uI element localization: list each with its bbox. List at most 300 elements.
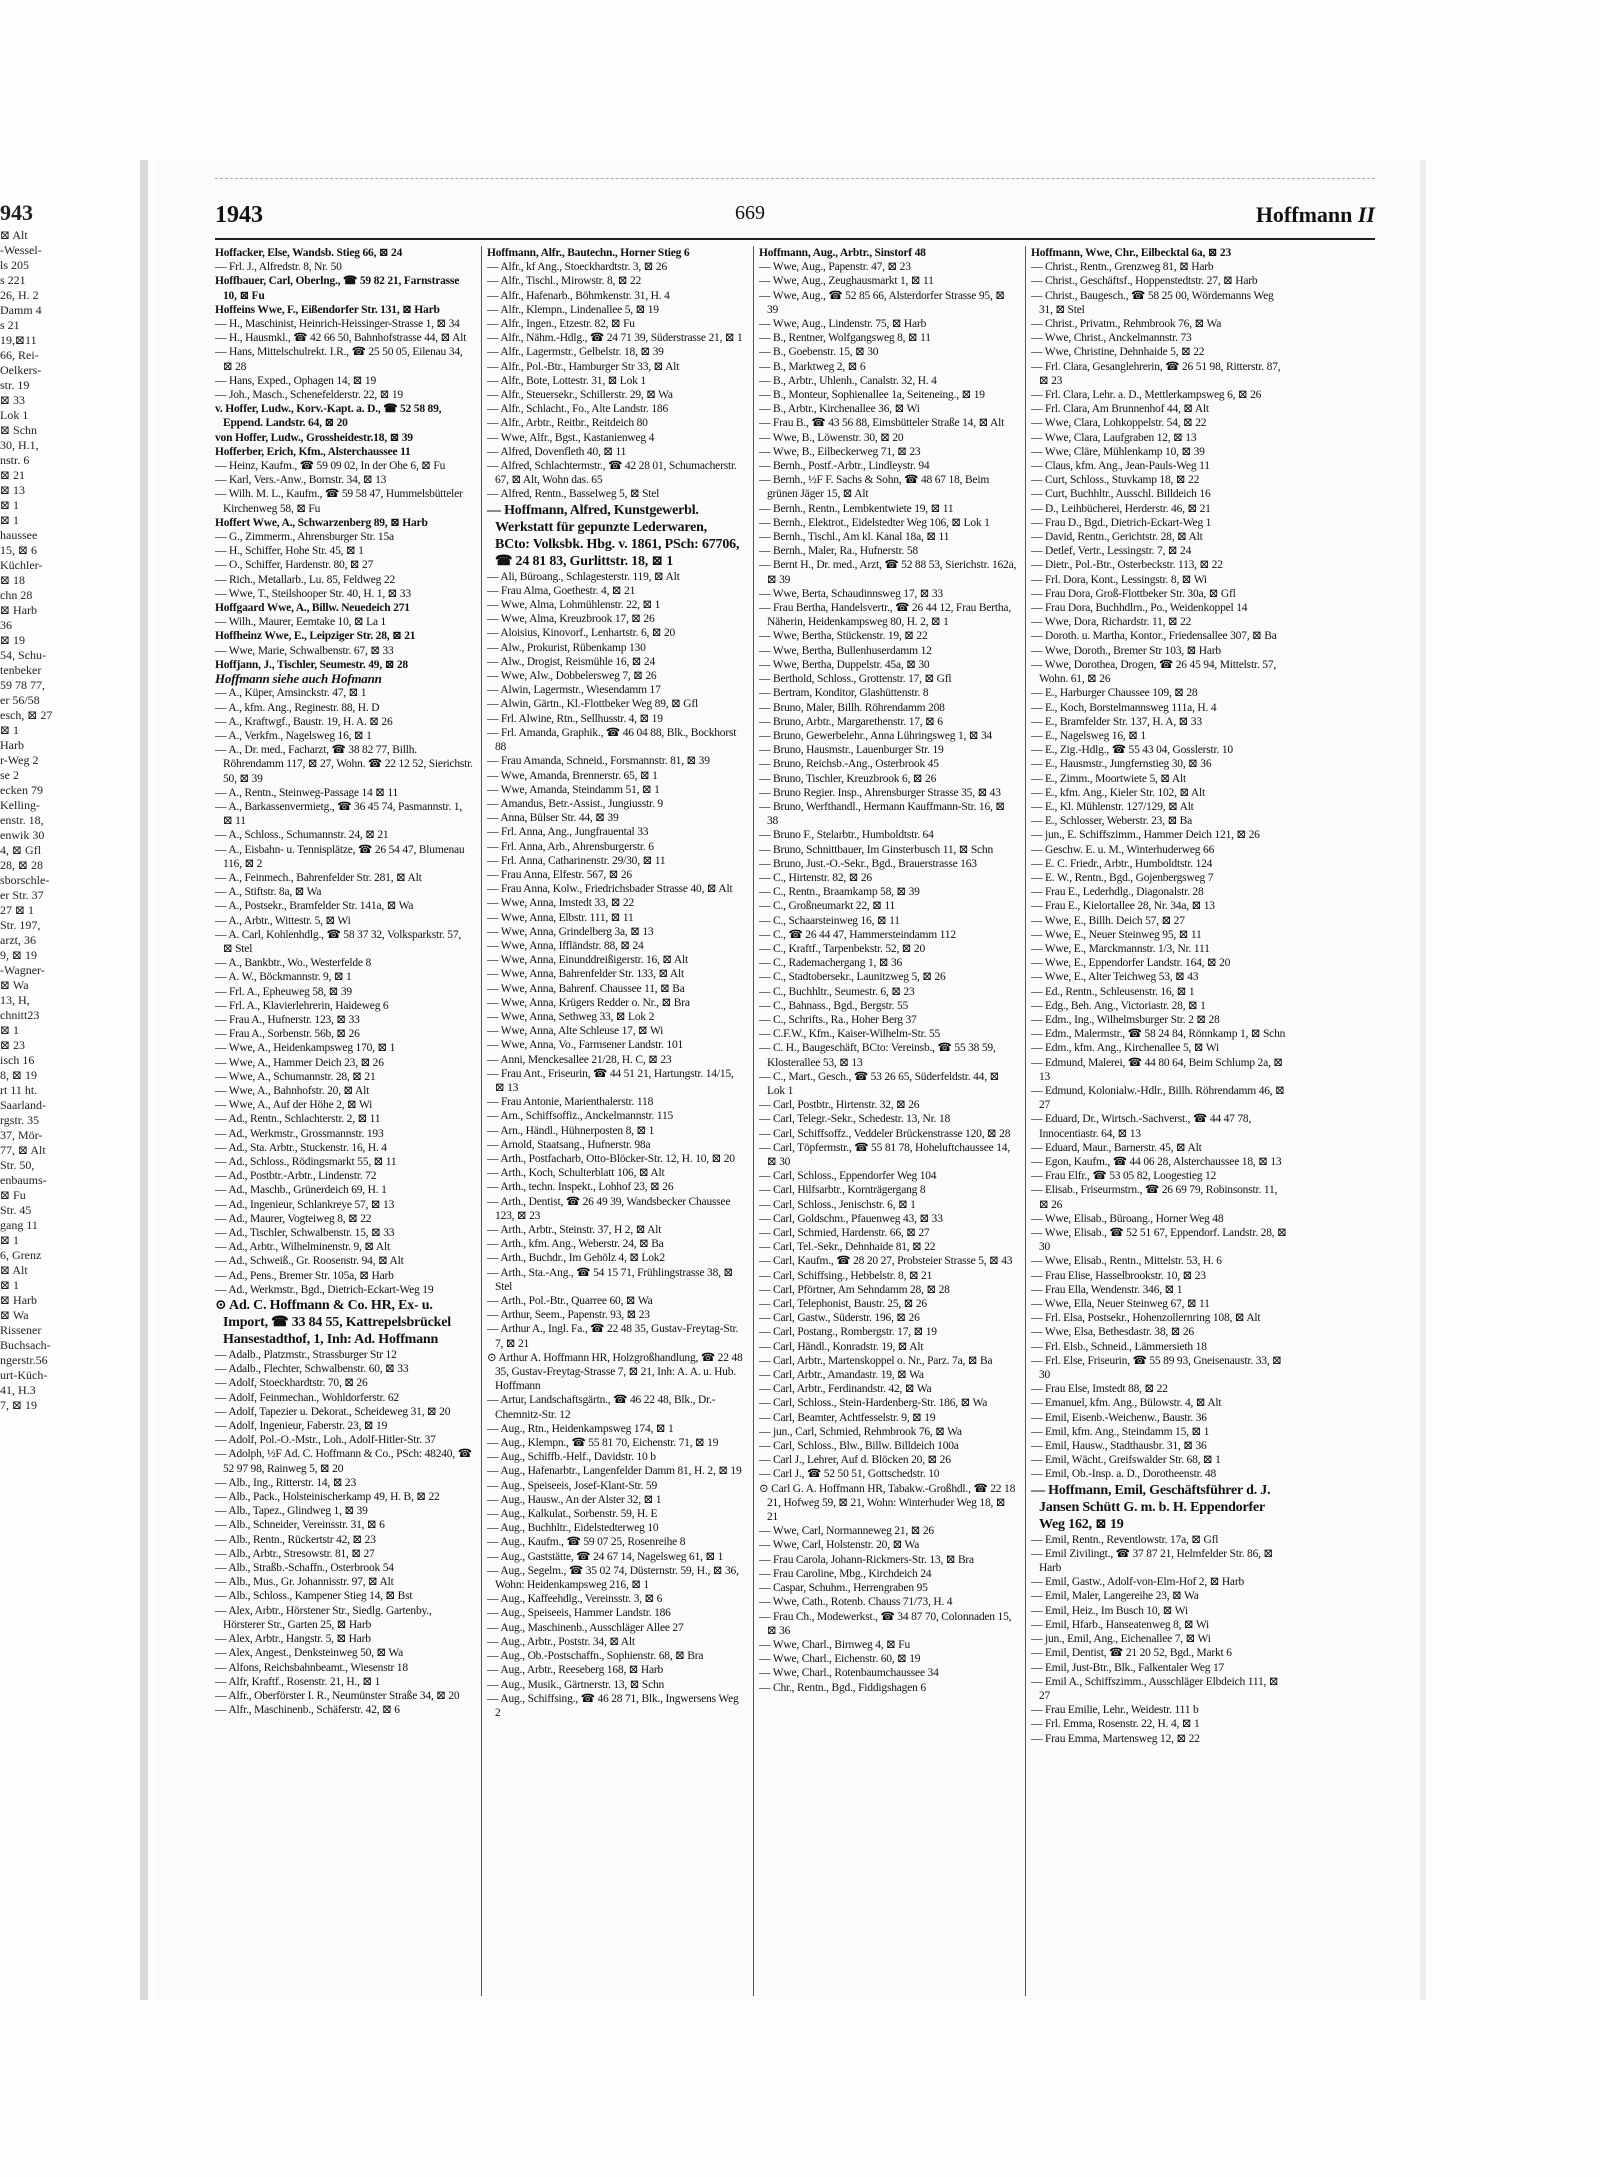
directory-entry: — Alfons, Reichsbahnbeamt., Wiesenstr 18 [215,1661,408,1674]
directory-entry: — Carl, Händl., Konradstr. 19, ⊠ Alt [759,1340,924,1353]
left-page-fragment: ⊠ 33 [0,393,26,407]
column-divider [1025,246,1026,1996]
directory-entry: — Alex, Arbtr., Hörstener Str., Siedlg. Gartenby., Hörsterer Str., Garten 25, ⊠ Harb [215,1604,432,1631]
directory-entry: — Aug., Ob.-Postschaffn., Sophienstr. 68, ⊠ Bra [487,1650,704,1663]
directory-entry: — Carl, Goldschm., Pfauenweg 43, ⊠ 33 [759,1212,943,1225]
directory-entry: — Alex, Arbtr., Hangstr. 5, ⊠ Harb [215,1633,371,1646]
directory-entry: — Frl. Anna, Arb., Ahrensburgerstr. 6 [487,840,654,853]
directory-entry: — Adolph, ½F Ad. C. Hoffmann & Co., PSch: 48240, ☎ 52 97 98, Rainweg 5, ⊠ 20 [215,1448,472,1475]
directory-entry: — Wwe, Anna, Alte Schleuse 17, ⊠ Wi [487,1025,664,1038]
directory-entry: — Wwe, Anna, Elbstr. 111, ⊠ 11 [487,911,634,924]
directory-entry: — Alb., Schneider, Vereinsstr. 31, ⊠ 6 [215,1519,385,1532]
directory-entry: — H., Hausmkl., ☎ 42 66 50, Bahnhofstrasse 44, ⊠ Alt [215,332,467,345]
directory-entry: — Alex, Angest., Denksteinweg 50, ⊠ Wa [215,1647,404,1660]
directory-entry: — Frl. Emma, Rosenstr. 22, H. 4, ⊠ 1 [1031,1718,1200,1731]
directory-entry: — Wwe, Christ., Anckelmannstr. 73 [1031,332,1192,345]
left-page-fragment: 59 78 77, [0,678,45,692]
directory-entry: — Alfred, Dovenfleth 40, ⊠ 11 [487,445,627,458]
directory-entry: — Wwe, Amanda, Brennerstr. 65, ⊠ 1 [487,769,658,782]
directory-entry: — Wwe, Anna, Bahrenf. Chaussee 11, ⊠ Ba [487,982,685,995]
directory-entry: — E., kfm. Ang., Kieler Str. 102, ⊠ Alt [1031,786,1206,799]
directory-entry: — Emil, Ob.-Insp. a. D., Dorotheenstr. 48 [1031,1468,1217,1481]
left-page-fragment: 15, ⊠ 6 [0,543,38,557]
directory-entry: — B., Monteur, Sophienallee 1a, Seiteneing., ⊠ 19 [759,389,985,402]
directory-entry: — Aug., Hafenarbtr., Langenfelder Damm 81, H. 2, ⊠ 19 [487,1465,742,1478]
directory-entry: — jun., Emil, Ang., Eichenallee 7, ⊠ Wi [1031,1633,1211,1646]
left-page-fragment: 13, H, [0,993,30,1007]
directory-entry: — Wwe, Carl, Holstenstr. 20, ⊠ Wa [759,1539,920,1552]
directory-entry: — Bernh., Maler, Ra., Hufnerstr. 58 [759,545,918,558]
directory-entry: — Alfr., Bote, Lottestr. 31, ⊠ Lok 1 [487,374,646,387]
directory-entry: — Emanuel, kfm. Ang., Bülowstr. 4, ⊠ Alt [1031,1397,1222,1410]
left-page-fragment: 30, H.1, [0,438,39,452]
directory-entry: — Alfr., Steuersekr., Schillerstr. 29, ⊠ Wa [487,389,673,402]
directory-entry: — Wwe, E., Alter Teichweg 53, ⊠ 43 [1031,971,1199,984]
directory-entry: — Wwe, Cath., Rotenb. Chauss 71/73, H. 4 [759,1596,953,1609]
directory-entry: Hoffmann, Aug., Arbtr., Sinstorf 48 [759,247,926,259]
column-divider [753,246,754,1996]
directory-entry: — Curt, Schloss., Stuvkamp 18, ⊠ 22 [1031,474,1200,487]
directory-entry: — E., Zimm., Moortwiete 5, ⊠ Alt [1031,772,1186,785]
directory-entry: — Ad., Schweiß., Gr. Roosenstr. 94, ⊠ Alt [215,1255,404,1268]
directory-entry: — Chr., Rentn., Bgd., Fiddigshagen 6 [759,1681,926,1694]
directory-entry: Hoffmann, Alfr., Bautechn., Horner Stieg 6 [487,247,690,259]
directory-entry: — Alfr., kf Ang., Stoeckhardtstr. 3, ⊠ 26 [487,261,667,274]
directory-entry: — Emil Zivilingt., ☎ 37 87 21, Helmfelder Str. 86, ⊠ Harb [1031,1547,1273,1575]
directory-entry: — Carl, Tel.-Sekr., Dehnhaide 81, ⊠ 22 [759,1241,936,1254]
left-page-fragment: ⊠ 1 [0,498,20,512]
directory-entry: — Anni, Menckesallee 21/28, H. C, ⊠ 23 [487,1053,672,1066]
directory-entry: — Wwe, Clara, Laufgraben 12, ⊠ 13 [1031,431,1197,444]
directory-entry: — Arn., Schiffsoffiz., Anckelmannstr. 115 [487,1110,674,1123]
directory-entry: — Arthur, Seem., Papenstr. 93, ⊠ 23 [487,1309,650,1322]
left-page-fragment: ⊠ 1 [0,513,20,527]
left-page-fragment: 36 [0,618,12,632]
directory-entry: — E. C. Friedr., Arbtr., Humboldtstr. 124 [1031,857,1213,870]
directory-entry: — Frau Dora, Buchhdlrn., Po., Weidenkoppel 14 [1031,602,1248,615]
directory-entry: — Carl, Postang., Rombergstr. 17, ⊠ 19 [759,1326,937,1339]
directory-entry: — A., Bankbtr., Wo., Westerfelde 8 [215,957,372,970]
directory-entry: — Geschw. E. u. M., Winterhuderweg 66 [1031,843,1215,856]
header-running-title [1256,202,1375,228]
directory-entry: v. Hoffer, Ludw., Korv.-Kapt. a. D., ☎ 52 58 89, Eppend. Landstr. 64, ⊠ 20 [215,403,442,430]
directory-entry: — A. Carl, Kohlenhdlg., ☎ 58 37 32, Volksparkstr. 57, ⊠ Stel [215,928,462,955]
left-page-fragment: ⊠ Alt [0,228,28,242]
left-page-fragment: ⊠ Alt [0,1263,28,1277]
directory-entry: — C., Kraftf., Tarpenbekstr. 52, ⊠ 20 [759,942,926,955]
directory-entry: — Frau A., Sorbenstr. 56b, ⊠ 26 [215,1028,360,1041]
directory-entry: — Frau Elfr., ☎ 53 05 82, Loogestieg 12 [1031,1170,1217,1183]
directory-entry: — Arth., Sta.-Ang., ☎ 54 15 71, Frühlingstrasse 38, ⊠ Stel [487,1266,733,1293]
directory-entry: — E., Schlosser, Weberstr. 23, ⊠ Ba [1031,815,1193,828]
directory-entry: — Emil, Gastw., Adolf-von-Elm-Hof 2, ⊠ Harb [1031,1576,1245,1589]
left-page-fragment: Saarland- [0,1098,46,1112]
left-page-fragment: ⊠ 18 [0,573,26,587]
directory-entry: — Wwe, Anna, Einunddreißigerstr. 16, ⊠ Alt [487,954,688,967]
directory-entry: Hoffbauer, Carl, Oberlng., ☎ 59 82 21, Farnstrasse 10, ⊠ Fu [215,275,460,302]
directory-entry: — Wwe, Elsa, Bethesdastr. 38, ⊠ 26 [1031,1326,1194,1339]
left-page-fragment: er Str. 37 [0,888,44,902]
left-page-fragment: ⊠ 19 [0,633,26,647]
directory-entry: — Bruno Regier. Insp., Ahrensburger Strasse 35, ⊠ 43 [759,786,1001,799]
directory-entry: — Joh., Masch., Schenefelderstr. 22, ⊠ 19 [215,389,403,402]
directory-entry: — A., Postsekr., Bramfelder Str. 141a, ⊠ Wa [215,900,414,913]
left-page-fragment: 41, H.3 [0,1383,36,1397]
directory-entry: — Hoffmann, Emil, Geschäftsführer d. J. Jansen Schütt G. m. b. H. Eppendorfer Weg 162, ⊠ 19 [1031,1482,1271,1532]
directory-entry: — A., Schloss., Schumannstr. 24, ⊠ 21 [215,829,389,842]
directory-entry: — Carl, Pförtner, Am Sehndamm 28, ⊠ 28 [759,1283,950,1296]
directory-entry: — Bernh., Elektrot., Eidelstedter Weg 106, ⊠ Lok 1 [759,516,990,529]
directory-entry: — Ad., Maschb., Grünerdeich 69, H. 1 [215,1184,387,1197]
directory-entry: — Arth., Pol.-Btr., Quarree 60, ⊠ Wa [487,1295,653,1308]
left-page-fragment: s 221 [0,273,26,287]
directory-entry: — B., Goebenstr. 15, ⊠ 30 [759,346,879,359]
left-page-fragment: s 21 [0,318,20,332]
left-page-fragment: str. 19 [0,378,30,392]
directory-entry: Hoffmann siehe auch Hofmann [215,671,382,687]
directory-entry: — Hans, Exped., Ophagen 14, ⊠ 19 [215,374,377,387]
directory-entry: — Frau Alma, Goethestr. 4, ⊠ 21 [487,584,636,597]
directory-entry: — Aug., Segelm., ☎ 35 02 74, Düsternstr. 59, H., ⊠ 36, Wohn: Heidenkampsweg 216, ⊠ 1 [487,1564,739,1592]
directory-entry: von Hoffer, Ludw., Grossheidestr.18, ⊠ 39 [215,431,413,444]
directory-entry: — Eduard, Dr., Wirtsch.-Sachverst., ☎ 44 47 78, Innocentiastr. 64, ⊠ 13 [1031,1113,1252,1140]
directory-entry: — Wwe, Alfr., Bgst., Kastanienweg 4 [487,431,655,444]
directory-entry: — Alfr., Schlacht., Fo., Alte Landstr. 186 [487,403,669,416]
directory-entry: — Aug., Musik., Gärtnerstr. 13, ⊠ Schn [487,1678,665,1691]
directory-entry: — Adolf, Feinmechan., Wohldorferstr. 62 [215,1391,399,1404]
directory-entry: — Wwe, Alw., Dobbelersweg 7, ⊠ 26 [487,670,657,683]
directory-entry: — Bernh., Postf.-Arbtr., Lindleystr. 94 [759,460,930,473]
directory-entry: — Frl. Clara, Gesanglehrerin, ☎ 26 51 98, Ritterstr. 87, ⊠ 23 [1031,360,1281,387]
directory-entry: — Emil, kfm. Ang., Steindamm 15, ⊠ 1 [1031,1425,1210,1438]
directory-entry: — Alfred, Rentn., Basselweg 5, ⊠ Stel [487,488,660,501]
directory-entry: — Adolf, Tapezier u. Dekorat., Scheideweg 31, ⊠ 20 [215,1405,451,1418]
directory-entry: — Alb., Rentn., Rückertstr 42, ⊠ 23 [215,1533,376,1546]
directory-entry: — Carl, Telephonist, Baustr. 25, ⊠ 26 [759,1298,927,1311]
left-page-fragment: 19,⊠11 [0,333,37,347]
directory-entry: — Emil, Heiz., Im Busch 10, ⊠ Wi [1031,1604,1188,1617]
directory-entry: — C., Schaarsteinweg 16, ⊠ 11 [759,914,900,927]
left-page-fragment: rt 11 ht. [0,1083,38,1097]
directory-entry: — B., Arbtr., Kirchenallee 36, ⊠ Wi [759,403,920,416]
directory-entry: — E., Hausmstr., Jungfernstieg 30, ⊠ 36 [1031,758,1212,771]
directory-entry: — Bernh., Tischl., Am kl. Kanal 18a, ⊠ 11 [759,531,950,544]
directory-entry: — Alb., Mus., Gr. Johannisstr. 97, ⊠ Alt [215,1576,394,1589]
left-page-fragment: sborschle- [0,873,50,887]
directory-entry: — Hans, Mittelschulrekt. I.R., ☎ 25 50 05, Eilenau 34, ⊠ 28 [215,346,463,373]
left-page-fragment: -Wagner- [0,963,45,977]
directory-entry: Hoffheinz Wwe, E., Leipziger Str. 28, ⊠ 21 [215,630,416,643]
directory-entry: — Edm., Ing., Wilhelmsburger Str. 2 ⊠ 28 [1031,1013,1220,1026]
directory-entry: ⊙ Arthur A. Hoffmann HR, Holzgroßhandlung, ☎ 22 48 35, Gustav-Freytag-Strasse 7, ⊠ 21, Inh: A. A. u. Hub. Hoffmann [487,1351,743,1393]
page-edge-shadow [1420,160,1426,2000]
directory-entry: — Bruno, Arbtr., Margarethenstr. 17, ⊠ 6 [759,715,943,728]
directory-entry: — Ad., Pens., Bremer Str. 105a, ⊠ Harb [215,1269,394,1282]
directory-entry: — Christ., Geschäftsf., Hoppenstedtstr. 27, ⊠ Harb [1031,275,1258,288]
directory-entry: — Aug., Kaufm., ☎ 59 07 25, Rosenreihe 8 [487,1536,686,1549]
directory-entry: — Frau Elise, Hasselbrookstr. 10, ⊠ 23 [1031,1269,1206,1282]
directory-entry: — Edg., Beh. Ang., Victoriastr. 28, ⊠ 1 [1031,999,1206,1012]
directory-entry: — Aug., Speiseeis, Hammer Landstr. 186 [487,1607,671,1620]
directory-entry: — Arn., Händl., Hühnerposten 8, ⊠ 1 [487,1124,655,1137]
directory-entry: — Bruno, Schnittbauer, Im Ginsterbusch 11, ⊠ Schn [759,843,994,856]
directory-entry: — A., Rentn., Steinweg-Passage 14 ⊠ 11 [215,786,399,799]
left-page-fragment: esch, ⊠ 27 [0,708,53,722]
directory-entry: — Emil, Wächt., Greifswalder Str. 68, ⊠ 1 [1031,1454,1221,1467]
left-page-fragment: ⊠ Wa [0,978,29,992]
directory-entry: — Frl. Anna, Catharinenstr. 29/30, ⊠ 11 [487,854,666,867]
directory-entry: — Frl. Clara, Lehr. a. D., Mettlerkampsweg 6, ⊠ 26 [1031,389,1262,402]
directory-entry: — A., Barkassenvermietg., ☎ 36 45 74, Pasmannstr. 1, ⊠ 11 [215,800,462,828]
left-page-fragment: rgstr. 35 [0,1113,40,1127]
directory-entry: — Adolf, Stoeckhardtstr. 70, ⊠ 26 [215,1377,368,1390]
left-page-fragment: 28, ⊠ 28 [0,858,44,872]
directory-entry: — Aug., Rtn., Heidenkampsweg 174, ⊠ 1 [487,1422,674,1435]
directory-entry: — Alb., Arbtr., Stresowstr. 81, ⊠ 27 [215,1547,375,1560]
directory-entry: — C., Buchhltr., Seumestr. 6, ⊠ 23 [759,985,915,998]
directory-entry: — C., Rentn., Braamkamp 58, ⊠ 39 [759,886,920,899]
directory-entry: — Alfred, Schlachtermstr., ☎ 42 28 01, Schumacherstr. 67, ⊠ Alt, Wohn das. 65 [487,460,737,487]
directory-entry: — jun., E. Schiffszimm., Hammer Deich 121, ⊠ 26 [1031,829,1260,842]
book-gutter [140,160,148,2000]
directory-entry: — A. W., Böckmannstr. 9, ⊠ 1 [215,971,352,984]
directory-entry: — Frl. Else, Friseurin, ☎ 55 89 93, Gneisenaustr. 33, ⊠ 30 [1031,1354,1282,1382]
directory-entry: — Wwe, B., Eilbeckerweg 71, ⊠ 23 [759,445,921,458]
directory-entry: — Doroth. u. Martha, Kontor., Friedensallee 307, ⊠ Ba [1031,630,1277,643]
directory-entry: — Ad., Arbtr., Wilhelminenstr. 9, ⊠ Alt [215,1241,390,1254]
left-page-fragment: 26, H. 2 [0,288,39,302]
directory-entry: — D., Leihbücherei, Herderstr. 46, ⊠ 21 [1031,502,1211,515]
column-4 [1031,246,1289,1996]
directory-entry: — A., Eisbahn- u. Tennisplätze, ☎ 26 54 47, Blumenau 116, ⊠ 2 [215,843,465,870]
directory-entry: — Frau E., Lederhdlg., Diagonalstr. 28 [1031,886,1204,899]
directory-entry: — Edm., kfm. Ang., Kirchenallee 5, ⊠ Wi [1031,1042,1219,1055]
directory-entry: — Edmund, Kolonialw.-Hdlr., Billh. Röhrendamm 46, ⊠ 27 [1031,1084,1285,1112]
directory-entry: — Berthold, Schloss., Grottenstr. 17, ⊠ Gfl [759,673,952,686]
directory-entry: — Ad., Postbtr.-Arbtr., Lindenstr. 72 [215,1170,377,1183]
directory-entry: — Frau Ch., Modewerkst., ☎ 34 87 70, Colonnaden 15, ⊠ 36 [759,1610,1012,1637]
directory-entry: — O., Schiffer, Hardenstr. 80, ⊠ 27 [215,559,374,572]
directory-entry: — Wwe, Bertha, Stückenstr. 19, ⊠ 22 [759,630,928,643]
column-3 [759,246,1017,1996]
directory-entry: — Ad., Schloss., Rödingsmarkt 55, ⊠ 11 [215,1156,397,1168]
directory-entry: — Frau Amanda, Schneid., Forsmannstr. 81, ⊠ 39 [487,755,710,768]
directory-entry: — Caspar, Schuhm., Herrengraben 95 [759,1582,928,1595]
directory-entry: — Alfr., Klempn., Lindenallee 5, ⊠ 19 [487,303,659,316]
directory-entry: — Karl, Vers.-Anw., Bornstr. 34, ⊠ 13 [215,474,387,487]
directory-entry: — Wwe, B., Löwenstr. 30, ⊠ 20 [759,431,904,444]
directory-entry: — Alb., Pack., Holsteinischerkamp 49, H. B, ⊠ 22 [215,1491,440,1504]
directory-entry: — Detlef, Vertr., Lessingstr. 7, ⊠ 24 [1031,545,1192,558]
directory-entry: — Arth., Arbtr., Steinstr. 37, H 2, ⊠ Alt [487,1224,662,1236]
directory-entry: — Amandus, Betr.-Assist., Jungiusstr. 9 [487,797,663,810]
header-volume: II [1357,202,1375,227]
directory-entry: — C.F.W., Kfm., Kaiser-Wilhelm-Str. 55 [759,1028,941,1041]
directory-entry: — Bernh., ½F F. Sachs & Sohn, ☎ 48 67 18, Beim grünen Jäger 15, ⊠ Alt [759,474,990,501]
directory-entry: — Emil A., Schiffszimm., Ausschläger Elbdeich 111, ⊠ 27 [1031,1675,1279,1702]
directory-entry: — H., Schiffer, Hohe Str. 45, ⊠ 1 [215,545,364,558]
directory-entry: — Christ., Rentn., Grenzweg 81, ⊠ Harb [1031,261,1214,274]
directory-entry: — Alb., Schloss., Kampener Stieg 14, ⊠ Bst [215,1590,413,1603]
directory-entry: — Emil, Just-Btr., Blk., Falkentaler Weg 17 [1031,1661,1225,1674]
directory-entry: — Anna, Bülser Str. 44, ⊠ 39 [487,812,619,825]
directory-entry: — Elisab., Friseurmstrn., ☎ 26 69 79, Robinsonstr. 11, ⊠ 26 [1031,1184,1278,1211]
directory-entry: — Arth., Buchdr., Im Gehölz 4, ⊠ Lok2 [487,1252,665,1265]
left-page-fragment: isch 16 [0,1053,35,1067]
directory-entry: — Bruno, Just.-O.-Sekr., Bgd., Brauerstrasse 163 [759,857,977,870]
left-page-fragment: Rissener [0,1323,42,1337]
directory-entry: — Bruno, Werfthandl., Hermann Kauffmann-Str. 16, ⊠ 38 [759,800,1005,828]
left-page-fragment: Oelkers- [0,363,42,377]
directory-entry: — Aug., Buchhltr., Eidelstedterweg 10 [487,1522,659,1535]
left-page-fragment: enbaums- [0,1173,47,1187]
directory-entry: — Alb., Straßb.-Schaffn., Osterbrook 54 [215,1562,394,1575]
header-rule [215,238,1375,240]
directory-entry: — Heinz, Kaufm., ☎ 59 09 02, In der Ohe 6, ⊠ Fu [215,460,446,473]
directory-entry: — Hoffmann, Alfred, Kunstgewerbl. Werkstatt für gepunzte Lederwaren, BCto: Volksbk. Hbg. v. 1861, PSch: 67706, ☎ 24 81 83, Gurlittstr. 18, ⊠ 1 [487,502,740,569]
directory-entry: — Ed., Rentn., Schleusenstr. 16, ⊠ 1 [1031,985,1195,998]
directory-entry: — David, Rentn., Gerichtstr. 28, ⊠ Alt [1031,531,1203,544]
directory-entry: — Wwe, T., Steilshooper Str. 40, H. 1, ⊠ 33 [215,587,411,600]
directory-entry: — Frau Caroline, Mbg., Kirchdeich 24 [759,1567,932,1580]
column-1 [215,246,473,1996]
directory-entry: — Wwe, Charl., Birnweg 4, ⊠ Fu [759,1638,910,1651]
directory-entry: — Wwe, Anna, Grindelberg 3a, ⊠ 13 [487,925,654,938]
directory-entry: — Frl. Clara, Am Brunnenhof 44, ⊠ Alt [1031,403,1209,416]
left-page-fragment: enwik 30 [0,828,45,842]
directory-entry: — Carl, Gastw., Süderstr. 196, ⊠ 26 [759,1312,920,1325]
directory-entry: — Carl, Beamter, Achtfesselstr. 9, ⊠ 19 [759,1411,936,1424]
directory-entry: — Adolf, Ingenieur, Faberstr. 23, ⊠ 19 [215,1420,388,1433]
left-page-fragment: 7, ⊠ 19 [0,1398,38,1412]
directory-entry: — Frl. Amanda, Graphik., ☎ 46 04 88, Blk., Bockhorst 88 [487,726,737,754]
directory-entry: — Ad., Sta. Arbtr., Stuckenstr. 16, H. 4 [215,1141,387,1154]
directory-entry: — Wwe, A., Auf der Höhe 2, ⊠ Wi [215,1099,373,1112]
directory-entry: — Alfr., Maschinenb., Schäferstr. 42, ⊠ 6 [215,1704,400,1717]
directory-entry: — Aug., Speiseeis, Josef-Klant-Str. 59 [487,1479,657,1492]
directory-entry: — Carl, Hilfsarbtr., Kornträgergang 8 [759,1184,926,1197]
directory-entry: — Bertram, Konditor, Glashüttenstr. 8 [759,687,929,700]
directory-entry: — Christ., Baugesch., ☎ 58 25 00, Wördemanns Weg 31, ⊠ Stel [1031,289,1274,316]
directory-entry: — Frau A., Hufnerstr. 123, ⊠ 33 [215,1013,360,1026]
directory-entry: — Frau Emilie, Lehr., Weidestr. 111 b [1031,1704,1199,1717]
directory-entry: — Wwe, A., Heidenkampsweg 170, ⊠ 1 [215,1042,396,1055]
left-page-fragment: ⊠ Schn [0,423,38,437]
directory-entry: — Carl, Schiffsoffz., Veddeler Brückenstrasse 120, ⊠ 28 [759,1127,1011,1140]
left-page-fragment: er 56/58 [0,693,40,707]
left-page-fragment: Harb [0,738,24,752]
directory-entry: — Alfr., Lagermstr., Gelbelstr. 18, ⊠ 39 [487,346,664,359]
left-page-fragment: Lok 1 [0,408,29,422]
directory-entry: — Ad., Tischler, Schwalbenstr. 15, ⊠ 33 [215,1227,395,1240]
directory-entry: — Carl, Kaufm., ☎ 28 20 27, Probsteier Strasse 5, ⊠ 43 [759,1255,1013,1268]
directory-entry: — Bernh., Rentn., Lembkentwiete 19, ⊠ 11 [759,502,954,515]
directory-entry: — Alb., Tapez., Glindweg 1, ⊠ 39 [215,1505,368,1518]
directory-entry: — Bruno, Hausmstr., Lauenburger Str. 19 [759,744,944,757]
directory-entry: — Arth., Dentist, ☎ 26 49 39, Wandsbecker Chaussee 123, ⊠ 23 [487,1195,731,1222]
left-page-fragment: chn 28 [0,588,33,602]
directory-entry: — Carl J., Lehrer, Auf d. Blöcken 20, ⊠ 26 [759,1454,951,1467]
left-page-fragment: 27 ⊠ 1 [0,903,35,917]
directory-entry: — Frau E., Kielortallee 28, Nr. 34a, ⊠ 13 [1031,900,1215,913]
left-page-fragment: ⊠ 23 [0,1038,26,1052]
directory-entry: — E., Bramfelder Str. 137, H. A, ⊠ 33 [1031,715,1202,728]
directory-entry: Hofferber, Erich, Kfm., Alsterchaussee 11 [215,445,411,458]
directory-entry: — Carl, Arbtr., Ferdinandstr. 42, ⊠ Wa [759,1383,932,1396]
directory-entry: — Wwe, Ella, Neuer Steinweg 67, ⊠ 11 [1031,1298,1210,1311]
directory-entry: — Carl, Schloss., Blw., Billw. Billdeich 100a [759,1440,959,1453]
directory-entry: — Wwe, Doroth., Bremer Str 103, ⊠ Harb [1031,644,1221,657]
left-page-fragment: r-Weg 2 [0,753,39,767]
directory-entry: — Carl, Arbtr., Martenskoppel o. Nr., Parz. 7a, ⊠ Ba [759,1354,993,1367]
directory-entry: — Artur, Landschaftsgärtn., ☎ 46 22 48, Blk., Dr.-Chemnitz-Str. 12 [487,1394,716,1421]
directory-entry: — Alfr., Oberförster I. R., Neumünster Straße 34, ⊠ 20 [215,1689,460,1702]
directory-entry: — Alw., Prokurist, Rübenkamp 130 [487,641,646,654]
left-page-fragment: 4, ⊠ Gfl [0,843,42,857]
directory-entry: — Alw., Drogist, Reismühle 16, ⊠ 24 [487,655,655,668]
directory-entry: — Alfr., Pol.-Btr., Hamburger Str 33, ⊠ Alt [487,360,680,373]
directory-entry: — Wwe, E., Marckmannstr. 1/3, Nr. 111 [1031,942,1210,955]
directory-entry: ⊙ Ad. C. Hoffmann & Co. HR, Ex- u. Import, ☎ 33 84 55, Kattrepelsbrückel Hansestadthof, 1, Inh: Ad. Hoffmann [215,1298,451,1348]
left-page-fragment: urt-Küch- [0,1368,48,1382]
directory-entry: — Alwin, Lagermstr., Wiesendamm 17 [487,684,661,697]
directory-entry: — C., Rademachergang 1, ⊠ 36 [759,957,903,970]
directory-entry: — Wwe, A., Bahnhofstr. 20, ⊠ Alt [215,1084,370,1097]
directory-entry: — Wwe, Aug., ☎ 52 85 66, Alsterdorfer Strasse 95, ⊠ 39 [759,289,1005,316]
directory-entry: — Frau D., Bgd., Dietrich-Eckart-Weg 1 [1031,516,1212,529]
left-page-fragment: ⊠ 21 [0,468,26,482]
left-page-fragment: ⊠ Fu [0,1188,26,1202]
directory-entry: — Aug., Arbtr., Reeseberg 168, ⊠ Harb [487,1664,664,1677]
directory-entry: — Wwe, Anna, Krügers Redder o. Nr., ⊠ Bra [487,996,690,1009]
directory-entry: — Arthur A., Ingl. Fa., ☎ 22 48 35, Gustav-Freytag-Str. 7, ⊠ 21 [487,1323,739,1350]
header-page-number: 669 [735,202,765,224]
left-page-year: 943 [0,200,33,225]
left-page-fragment: Buchsach- [0,1338,51,1352]
left-page-fragment: Str. 197, [0,918,41,932]
directory-entry: — E. W., Rentn., Bgd., Gojenbergsweg 7 [1031,871,1214,884]
directory-entry: — Frau Else, Imstedt 88, ⊠ 22 [1031,1383,1168,1396]
directory-entry: — Wwe, A., Hammer Deich 23, ⊠ 26 [215,1056,384,1069]
directory-entry: — Wwe, Clara, Lohkoppelstr. 54, ⊠ 22 [1031,417,1207,430]
directory-entry: — Alfr., Hafenarb., Böhmkenstr. 31, H. 4 [487,289,670,302]
directory-entry: — Wwe, Aug., Lindenstr. 75, ⊠ Harb [759,318,927,331]
directory-entry: — Aug., Klempn., ☎ 55 81 70, Eichenstr. 71, ⊠ 19 [487,1437,719,1450]
directory-entry: — Bernt H., Dr. med., Arzt, ☎ 52 88 53, Sierichstr. 162a, ⊠ 39 [759,559,1017,586]
directory-entry: — Ad., Werkmstr., Bgd., Dietrich-Eckart-Weg 19 [215,1283,434,1296]
left-page-fragments [0,228,140,1413]
directory-entry: — A., Küper, Amsinckstr. 47, ⊠ 1 [215,687,367,700]
left-page-fragment: ⊠ 1 [0,723,20,737]
directory-entry: — Wwe, Elisab., ☎ 52 51 67, Eppendorf. Landstr. 28, ⊠ 30 [1031,1227,1287,1254]
directory-entry: — Arth., kfm. Ang., Weberstr. 24, ⊠ Ba [487,1238,664,1251]
directory-entry: — Emil, Maler, Langereihe 23, ⊠ Wa [1031,1590,1199,1603]
directory-entry: — Carl, Schloss., Jenischstr. 6, ⊠ 1 [759,1198,916,1211]
directory-entry: — Adalb., Flechter, Schwalbenstr. 60, ⊠ 33 [215,1363,409,1376]
directory-entry: — Wwe, Aug., Zeughausmarkt 1, ⊠ 11 [759,275,934,288]
left-page-fragment: gang 11 [0,1218,38,1232]
directory-entry: — Carl, Schmied, Hardenstr. 66, ⊠ 27 [759,1227,930,1240]
left-page-fragment: tenbeker [0,663,42,677]
directory-entry: — Wwe, E., Neuer Steinweg 95, ⊠ 11 [1031,928,1202,941]
header-title: Hoffmann [1255,202,1353,227]
directory-entry: — Wwe, Alma, Lohmühlenstr. 22, ⊠ 1 [487,599,661,612]
directory-entry: — Wilh. M. L., Kaufm., ☎ 59 58 47, Hummelsbütteler Kirchenweg 58, ⊠ Fu [215,488,463,515]
directory-entry: — Frl. Elsb., Schneid., Lämmersieth 18 [1031,1340,1207,1353]
directory-entry: — Carl, Telegr.-Sekr., Schedestr. 13, Nr. 18 [759,1113,951,1126]
directory-entry: — B., Marktweg 2, ⊠ 6 [759,360,866,373]
directory-entry: — Wwe, Aug., Papenstr. 47, ⊠ 23 [759,261,911,274]
